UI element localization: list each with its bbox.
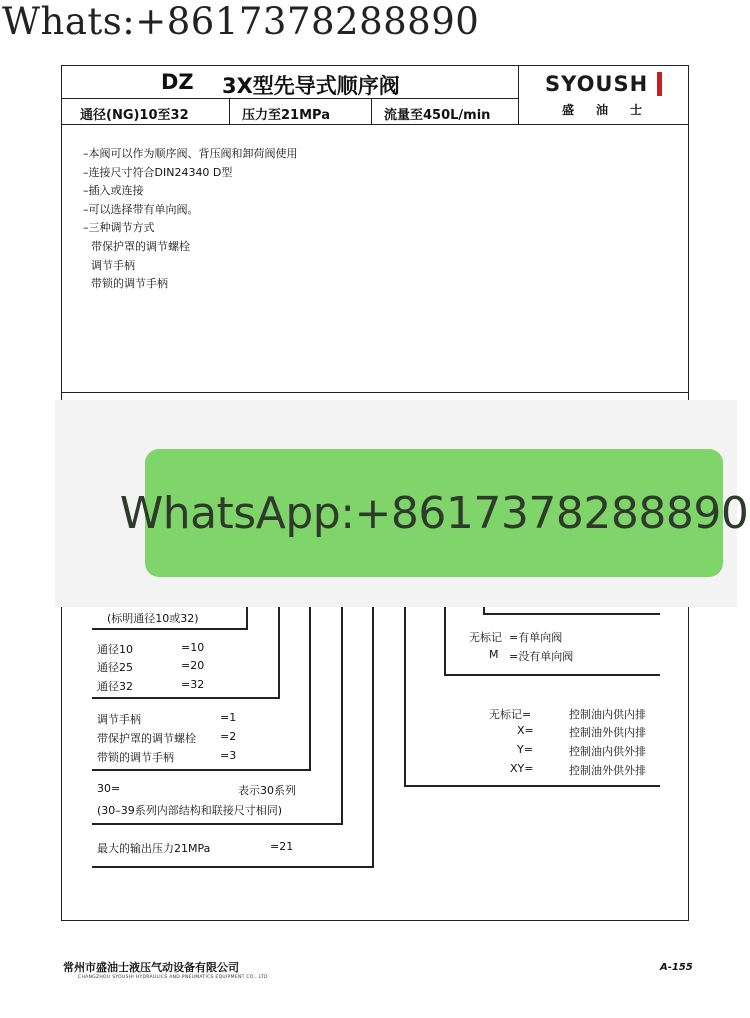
series-note: (30–39系列内部结构和联接尺寸相同): [97, 804, 283, 817]
pilot-label: 控制油内供内排: [569, 708, 646, 721]
feature-item: 带锁的调节手柄: [91, 277, 168, 291]
spec-flow: 流量至450L/min: [384, 108, 491, 123]
spec-pressure: 压力至21MPa: [242, 108, 330, 123]
bracket-line: [92, 697, 280, 699]
size-code: =10: [181, 641, 205, 654]
brand-logo-text: SYOUSH: [545, 72, 649, 96]
pilot-code: X=: [517, 724, 534, 737]
adjust-code: =3: [220, 749, 237, 762]
feature-item: 带保护罩的调节螺栓: [91, 239, 190, 253]
bracket-line: [483, 613, 660, 615]
pilot-code: 无标记=: [489, 708, 532, 721]
bracket-line: [444, 674, 660, 676]
bracket-line: [246, 605, 248, 629]
adjust-label: 调节手柄: [97, 713, 141, 726]
brand-logo: [545, 72, 648, 96]
series-label: 表示30系列: [238, 784, 296, 797]
spec-nominal-size: 通径(NG)10至32: [80, 108, 189, 123]
adjust-code: =1: [220, 711, 237, 724]
bracket-line: [92, 823, 343, 825]
section-divider: [61, 392, 689, 393]
bracket-line: [92, 628, 248, 630]
company-name-cn: 常州市盛油士液压气动设备有限公司: [63, 961, 239, 974]
size-label: 通径25: [97, 661, 133, 674]
feature-item: –可以选择带有单向阀。: [83, 202, 199, 216]
bracket-line: [278, 605, 280, 698]
pilot-code: XY=: [510, 762, 534, 775]
bracket-line: [341, 605, 343, 824]
check-valve-code: 无标记: [469, 631, 502, 644]
spec-divider-1: [229, 98, 230, 124]
pilot-code: Y=: [517, 743, 533, 756]
brand-logo-cn: 盛油士: [562, 103, 665, 117]
feature-item: –插入或连接: [83, 184, 144, 198]
size-code: =32: [181, 678, 205, 691]
feature-list: [83, 145, 298, 294]
size-label: 通径32: [97, 680, 133, 693]
size-label: 通径10: [97, 643, 133, 656]
bracket-line: [444, 605, 446, 675]
feature-item: 调节手柄: [91, 258, 135, 272]
check-valve-code: M: [489, 648, 499, 661]
company-name-en: CHANGZHOU SYOUSHI HYDRAULICS AND PNEUMATICS EQUIPMENT CO., LTD: [78, 975, 268, 980]
model-code: DZ: [161, 70, 194, 94]
watermark-text: Whats:+8617378288890: [2, 0, 480, 43]
bracket-line: [404, 605, 406, 786]
logo-divider: [518, 65, 519, 125]
header-bottom-line: [61, 124, 689, 125]
feature-item: –三种调节方式: [83, 221, 155, 235]
check-valve-label: =没有单向阀: [509, 650, 574, 663]
bracket-line: [92, 866, 374, 868]
size-code: =20: [181, 659, 205, 672]
feature-item: –连接尺寸符合DIN24340 D型: [83, 165, 233, 179]
max-pressure-label: 最大的输出压力21MPa: [97, 842, 211, 855]
bracket-line: [309, 605, 311, 770]
bracket-line: [372, 605, 374, 867]
adjust-label: 带保护罩的调节螺栓: [97, 732, 196, 745]
feature-item: –本阀可以作为顺序阀、背压阀和卸荷阀使用: [83, 147, 298, 160]
whatsapp-contact-text: WhatsApp:+8617378288890: [119, 487, 749, 539]
pilot-label: 控制油内供外排: [569, 745, 646, 758]
size-note: (标明通径10或32): [107, 612, 199, 625]
page-number: A-155: [660, 962, 693, 973]
pilot-label: 控制油外供内排: [569, 726, 646, 739]
whatsapp-bubble: [119, 449, 749, 577]
bracket-line: [92, 769, 311, 771]
adjust-label: 带锁的调节手柄: [97, 751, 174, 764]
check-valve-label: =有单向阀: [509, 631, 563, 644]
page-title: 3X型先导式顺序阀: [222, 74, 400, 98]
adjust-code: =2: [220, 730, 237, 743]
bracket-line: [404, 785, 660, 787]
spec-divider-2: [371, 98, 372, 124]
max-pressure-code: =21: [270, 840, 294, 853]
series-code: 30=: [97, 782, 121, 795]
pilot-label: 控制油外供外排: [569, 764, 646, 777]
logo-accent-bar: [657, 72, 662, 96]
